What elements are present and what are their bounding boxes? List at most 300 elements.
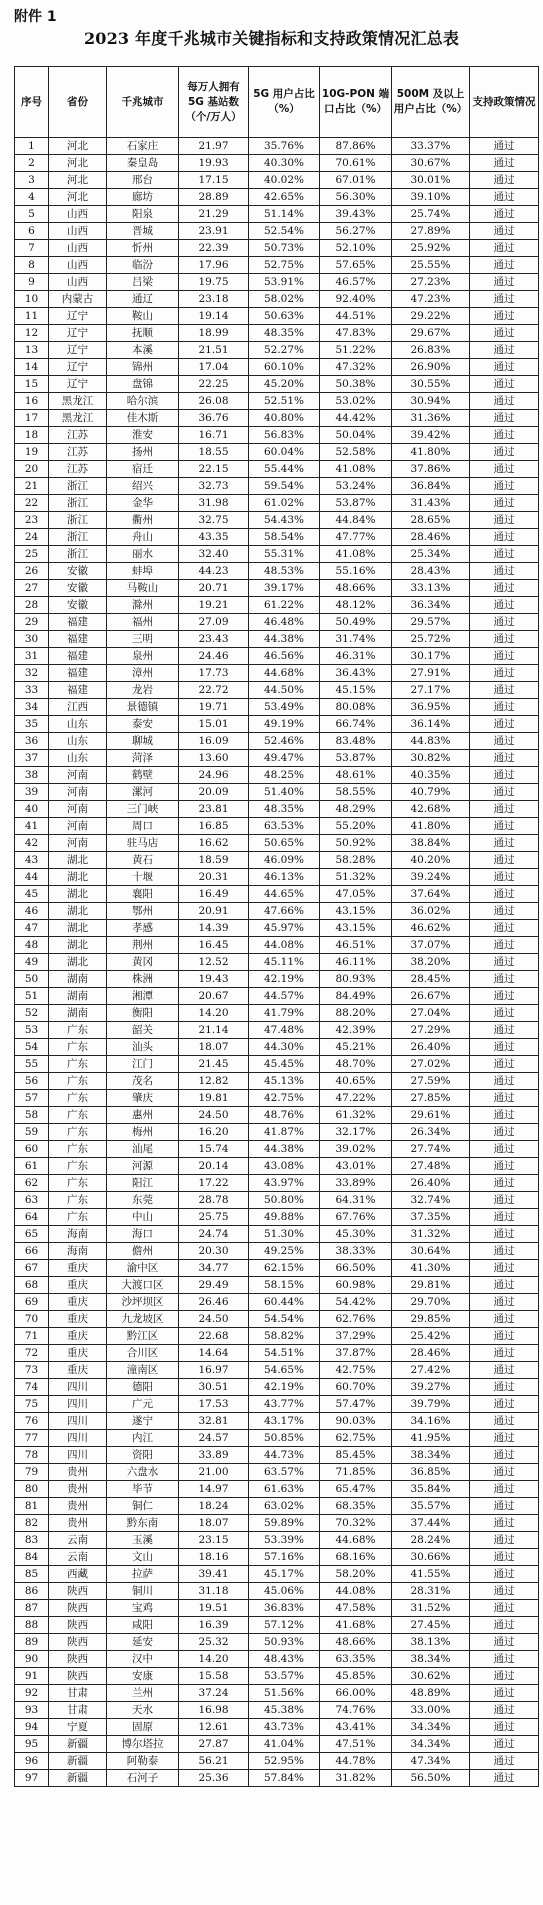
cell-policy: 通过 [470,1447,539,1464]
cell-index: 5 [15,206,49,223]
cell-province: 安徽 [49,580,107,597]
cell-policy: 通过 [470,1311,539,1328]
cell-5g-share: 50.73% [249,240,320,257]
cell-10g-pon-share: 45.30% [320,1226,392,1243]
cell-10g-pon-share: 48.66% [320,580,392,597]
table-row [15,1770,539,1787]
cell-index: 34 [15,699,49,716]
cell-base-stations: 14.20 [179,1005,249,1022]
cell-500m-share: 27.85% [392,1090,470,1107]
cell-policy: 通过 [470,1107,539,1124]
cell-policy: 通过 [470,1753,539,1770]
cell-base-stations: 21.00 [179,1464,249,1481]
cell-policy: 通过 [470,1719,539,1736]
cell-10g-pon-share: 45.21% [320,1039,392,1056]
table-row [15,835,539,852]
cell-10g-pon-share: 46.57% [320,274,392,291]
table-row [15,274,539,291]
cell-10g-pon-share: 42.39% [320,1022,392,1039]
cell-10g-pon-share: 84.49% [320,988,392,1005]
cell-city: 石家庄 [107,138,179,155]
table-row [15,1532,539,1549]
cell-city: 襄阳 [107,886,179,903]
cell-base-stations: 19.71 [179,699,249,716]
cell-policy: 通过 [470,1736,539,1753]
header-policy: 支持政策情况 [470,67,539,138]
cell-policy: 通过 [470,393,539,410]
table-row [15,427,539,444]
cell-policy: 通过 [470,988,539,1005]
cell-5g-share: 55.31% [249,546,320,563]
cell-city: 马鞍山 [107,580,179,597]
cell-index: 15 [15,376,49,393]
cell-policy: 通过 [470,359,539,376]
table-row [15,1566,539,1583]
cell-province: 云南 [49,1549,107,1566]
cell-city: 潼南区 [107,1362,179,1379]
cell-500m-share: 34.34% [392,1719,470,1736]
cell-policy: 通过 [470,937,539,954]
cell-5g-share: 60.04% [249,444,320,461]
cell-city: 三门峡 [107,801,179,818]
cell-policy: 通过 [470,325,539,342]
cell-base-stations: 22.72 [179,682,249,699]
cell-policy: 通过 [470,835,539,852]
cell-province: 河南 [49,767,107,784]
header-10g-pon-share: 10G-PON 端口占比（%） [320,67,392,138]
cell-10g-pon-share: 50.04% [320,427,392,444]
cell-policy: 通过 [470,1651,539,1668]
cell-policy: 通过 [470,1668,539,1685]
header-5g-share: 5G 用户占比（%） [249,67,320,138]
cell-policy: 通过 [470,920,539,937]
cell-city: 扬州 [107,444,179,461]
cell-500m-share: 32.74% [392,1192,470,1209]
cell-500m-share: 25.42% [392,1328,470,1345]
cell-base-stations: 17.96 [179,257,249,274]
cell-policy: 通过 [470,716,539,733]
cell-policy: 通过 [470,342,539,359]
cell-10g-pon-share: 55.16% [320,563,392,580]
cell-policy: 通过 [470,1498,539,1515]
cell-province: 黑龙江 [49,393,107,410]
cell-5g-share: 43.73% [249,1719,320,1736]
cell-policy: 通过 [470,1141,539,1158]
cell-500m-share: 41.55% [392,1566,470,1583]
cell-index: 87 [15,1600,49,1617]
table-row [15,1430,539,1447]
cell-city: 鹤壁 [107,767,179,784]
cell-city: 金华 [107,495,179,512]
cell-500m-share: 25.72% [392,631,470,648]
cell-500m-share: 38.84% [392,835,470,852]
cell-base-stations: 32.75 [179,512,249,529]
cell-city: 衢州 [107,512,179,529]
cell-10g-pon-share: 58.28% [320,852,392,869]
cell-city: 驻马店 [107,835,179,852]
cell-index: 12 [15,325,49,342]
cell-5g-share: 43.17% [249,1413,320,1430]
cell-500m-share: 25.74% [392,206,470,223]
cell-city: 江门 [107,1056,179,1073]
table-row [15,1583,539,1600]
cell-policy: 通过 [470,529,539,546]
cell-index: 41 [15,818,49,835]
cell-10g-pon-share: 44.51% [320,308,392,325]
table-row [15,291,539,308]
cell-10g-pon-share: 87.86% [320,138,392,155]
cell-500m-share: 37.44% [392,1515,470,1532]
cell-10g-pon-share: 50.49% [320,614,392,631]
table-row [15,614,539,631]
cell-500m-share: 26.83% [392,342,470,359]
cell-5g-share: 45.20% [249,376,320,393]
cell-5g-share: 44.50% [249,682,320,699]
cell-policy: 通过 [470,1634,539,1651]
table-row [15,903,539,920]
cell-500m-share: 27.04% [392,1005,470,1022]
cell-base-stations: 25.75 [179,1209,249,1226]
cell-index: 57 [15,1090,49,1107]
cell-5g-share: 53.49% [249,699,320,716]
cell-city: 福州 [107,614,179,631]
cell-500m-share: 41.80% [392,818,470,835]
cell-index: 83 [15,1532,49,1549]
cell-5g-share: 36.83% [249,1600,320,1617]
table-row [15,1005,539,1022]
table-row [15,1549,539,1566]
cell-5g-share: 43.08% [249,1158,320,1175]
cell-5g-share: 45.17% [249,1566,320,1583]
cell-base-stations: 23.81 [179,801,249,818]
cell-city: 阿勒泰 [107,1753,179,1770]
table-row [15,138,539,155]
cell-10g-pon-share: 45.85% [320,1668,392,1685]
cell-city: 石河子 [107,1770,179,1787]
cell-index: 69 [15,1294,49,1311]
cell-index: 52 [15,1005,49,1022]
cell-10g-pon-share: 44.08% [320,1583,392,1600]
table-row [15,529,539,546]
cell-base-stations: 22.68 [179,1328,249,1345]
cell-policy: 通过 [470,665,539,682]
cell-policy: 通过 [470,410,539,427]
table-row [15,971,539,988]
cell-10g-pon-share: 67.76% [320,1209,392,1226]
cell-city: 吕梁 [107,274,179,291]
cell-city: 鄂州 [107,903,179,920]
cell-500m-share: 30.66% [392,1549,470,1566]
cell-base-stations: 25.32 [179,1634,249,1651]
cell-policy: 通过 [470,1158,539,1175]
cell-province: 山西 [49,223,107,240]
cell-city: 丽水 [107,546,179,563]
cell-index: 46 [15,903,49,920]
cell-5g-share: 58.82% [249,1328,320,1345]
cell-province: 广东 [49,1192,107,1209]
table-row [15,750,539,767]
cell-city: 本溪 [107,342,179,359]
cell-base-stations: 19.93 [179,155,249,172]
cell-10g-pon-share: 47.83% [320,325,392,342]
cell-province: 陕西 [49,1668,107,1685]
cell-city: 安康 [107,1668,179,1685]
cell-policy: 通过 [470,1583,539,1600]
cell-base-stations: 16.98 [179,1702,249,1719]
cell-policy: 通过 [470,308,539,325]
cell-city: 漯河 [107,784,179,801]
cell-province: 湖北 [49,903,107,920]
cell-policy: 通过 [470,1294,539,1311]
cell-index: 62 [15,1175,49,1192]
cell-5g-share: 60.44% [249,1294,320,1311]
cell-5g-share: 41.87% [249,1124,320,1141]
cell-province: 湖北 [49,869,107,886]
cell-index: 91 [15,1668,49,1685]
cell-500m-share: 29.22% [392,308,470,325]
page-title: 2023 年度千兆城市关键指标和支持政策情况汇总表 [83,29,460,48]
cell-10g-pon-share: 56.27% [320,223,392,240]
cell-index: 25 [15,546,49,563]
cell-5g-share: 43.97% [249,1175,320,1192]
cell-index: 73 [15,1362,49,1379]
cell-index: 16 [15,393,49,410]
cell-10g-pon-share: 53.02% [320,393,392,410]
cell-index: 35 [15,716,49,733]
cell-10g-pon-share: 65.47% [320,1481,392,1498]
cell-500m-share: 28.46% [392,1345,470,1362]
cell-base-stations: 18.16 [179,1549,249,1566]
cell-5g-share: 62.15% [249,1260,320,1277]
cell-city: 茂名 [107,1073,179,1090]
cell-base-stations: 14.39 [179,920,249,937]
cell-city: 惠州 [107,1107,179,1124]
cell-10g-pon-share: 63.35% [320,1651,392,1668]
cell-province: 宁夏 [49,1719,107,1736]
cell-5g-share: 45.97% [249,920,320,937]
cell-10g-pon-share: 43.15% [320,920,392,937]
cell-10g-pon-share: 66.74% [320,716,392,733]
cell-10g-pon-share: 31.74% [320,631,392,648]
table-row [15,665,539,682]
cell-city: 临汾 [107,257,179,274]
cell-province: 辽宁 [49,376,107,393]
table-row [15,1651,539,1668]
cell-province: 河南 [49,784,107,801]
cell-city: 黄石 [107,852,179,869]
cell-500m-share: 29.57% [392,614,470,631]
cell-province: 广东 [49,1073,107,1090]
cell-index: 67 [15,1260,49,1277]
table-row [15,1685,539,1702]
table-row [15,478,539,495]
cell-index: 2 [15,155,49,172]
cell-500m-share: 33.00% [392,1702,470,1719]
cell-base-stations: 30.51 [179,1379,249,1396]
table-row [15,1362,539,1379]
attachment-label: 附件 1 [14,9,57,25]
cell-province: 江苏 [49,427,107,444]
cell-10g-pon-share: 57.65% [320,257,392,274]
cell-5g-share: 44.30% [249,1039,320,1056]
cell-5g-share: 45.11% [249,954,320,971]
cell-5g-share: 42.19% [249,971,320,988]
cell-base-stations: 56.21 [179,1753,249,1770]
table-row [15,1515,539,1532]
cell-5g-share: 52.54% [249,223,320,240]
cell-province: 浙江 [49,478,107,495]
table-row [15,648,539,665]
cell-province: 甘肃 [49,1685,107,1702]
cell-policy: 通过 [470,597,539,614]
cell-index: 17 [15,410,49,427]
table-row [15,563,539,580]
cell-index: 59 [15,1124,49,1141]
table-row [15,308,539,325]
cell-province: 新疆 [49,1753,107,1770]
cell-policy: 通过 [470,1328,539,1345]
table-row [15,1243,539,1260]
cell-10g-pon-share: 40.65% [320,1073,392,1090]
cell-base-stations: 27.09 [179,614,249,631]
cell-10g-pon-share: 64.31% [320,1192,392,1209]
cell-index: 76 [15,1413,49,1430]
header-500m-share: 500M 及以上用户占比（%） [392,67,470,138]
cell-province: 贵州 [49,1515,107,1532]
cell-policy: 通过 [470,767,539,784]
cell-index: 33 [15,682,49,699]
cell-base-stations: 21.45 [179,1056,249,1073]
table-row [15,1328,539,1345]
table-row [15,1396,539,1413]
table-row [15,393,539,410]
cell-province: 广东 [49,1107,107,1124]
cell-500m-share: 30.67% [392,155,470,172]
cell-city: 景德镇 [107,699,179,716]
cell-city: 资阳 [107,1447,179,1464]
cell-province: 山西 [49,257,107,274]
cell-province: 广东 [49,1090,107,1107]
cell-index: 54 [15,1039,49,1056]
cell-5g-share: 50.65% [249,835,320,852]
cell-province: 黑龙江 [49,410,107,427]
cell-index: 40 [15,801,49,818]
cell-base-stations: 20.14 [179,1158,249,1175]
cell-city: 韶关 [107,1022,179,1039]
cell-500m-share: 33.13% [392,580,470,597]
cell-base-stations: 21.97 [179,138,249,155]
cell-10g-pon-share: 58.20% [320,1566,392,1583]
cell-5g-share: 58.15% [249,1277,320,1294]
cell-city: 蚌埠 [107,563,179,580]
cell-base-stations: 18.07 [179,1039,249,1056]
cell-10g-pon-share: 90.03% [320,1413,392,1430]
cell-10g-pon-share: 57.47% [320,1396,392,1413]
cell-5g-share: 50.80% [249,1192,320,1209]
table-row [15,886,539,903]
cell-province: 新疆 [49,1736,107,1753]
cell-base-stations: 44.23 [179,563,249,580]
cell-base-stations: 16.45 [179,937,249,954]
cell-5g-share: 47.48% [249,1022,320,1039]
cell-index: 92 [15,1685,49,1702]
table-row [15,1447,539,1464]
cell-500m-share: 29.61% [392,1107,470,1124]
cell-5g-share: 52.75% [249,257,320,274]
cell-city: 淮安 [107,427,179,444]
table-row [15,631,539,648]
cell-province: 浙江 [49,546,107,563]
cell-index: 95 [15,1736,49,1753]
cell-province: 广东 [49,1158,107,1175]
cell-5g-share: 57.84% [249,1770,320,1787]
cell-base-stations: 21.14 [179,1022,249,1039]
table-row [15,682,539,699]
cell-province: 四川 [49,1379,107,1396]
cell-province: 河北 [49,189,107,206]
table-row [15,155,539,172]
cell-base-stations: 29.49 [179,1277,249,1294]
cell-province: 湖南 [49,1005,107,1022]
cell-5g-share: 40.30% [249,155,320,172]
cell-5g-share: 44.38% [249,1141,320,1158]
header-index: 序号 [15,67,49,138]
cell-500m-share: 25.34% [392,546,470,563]
table-row [15,1481,539,1498]
cell-province: 陕西 [49,1651,107,1668]
table-row [15,1634,539,1651]
cell-city: 佳木斯 [107,410,179,427]
cell-city: 漳州 [107,665,179,682]
cell-base-stations: 32.73 [179,478,249,495]
cell-policy: 通过 [470,1226,539,1243]
table-row [15,1600,539,1617]
table-row [15,189,539,206]
header-base-stations: 每万人拥有 5G 基站数（个/万人） [179,67,249,138]
cell-5g-share: 42.19% [249,1379,320,1396]
cell-index: 20 [15,461,49,478]
cell-province: 湖北 [49,920,107,937]
table-row [15,342,539,359]
cell-province: 重庆 [49,1362,107,1379]
cell-index: 21 [15,478,49,495]
cell-province: 陕西 [49,1634,107,1651]
cell-base-stations: 25.36 [179,1770,249,1787]
cell-10g-pon-share: 47.58% [320,1600,392,1617]
cell-province: 河南 [49,835,107,852]
cell-base-stations: 22.39 [179,240,249,257]
cell-500m-share: 28.45% [392,971,470,988]
cell-city: 汕头 [107,1039,179,1056]
cell-province: 陕西 [49,1600,107,1617]
cell-city: 忻州 [107,240,179,257]
cell-500m-share: 27.89% [392,223,470,240]
cell-policy: 通过 [470,1702,539,1719]
cell-index: 71 [15,1328,49,1345]
cell-index: 94 [15,1719,49,1736]
table-row [15,172,539,189]
table-row [15,767,539,784]
table-row [15,801,539,818]
cell-policy: 通过 [470,1549,539,1566]
cell-city: 天水 [107,1702,179,1719]
cell-policy: 通过 [470,257,539,274]
cell-500m-share: 39.27% [392,1379,470,1396]
cell-province: 湖南 [49,988,107,1005]
cell-10g-pon-share: 41.08% [320,546,392,563]
cell-index: 38 [15,767,49,784]
cell-10g-pon-share: 48.70% [320,1056,392,1073]
